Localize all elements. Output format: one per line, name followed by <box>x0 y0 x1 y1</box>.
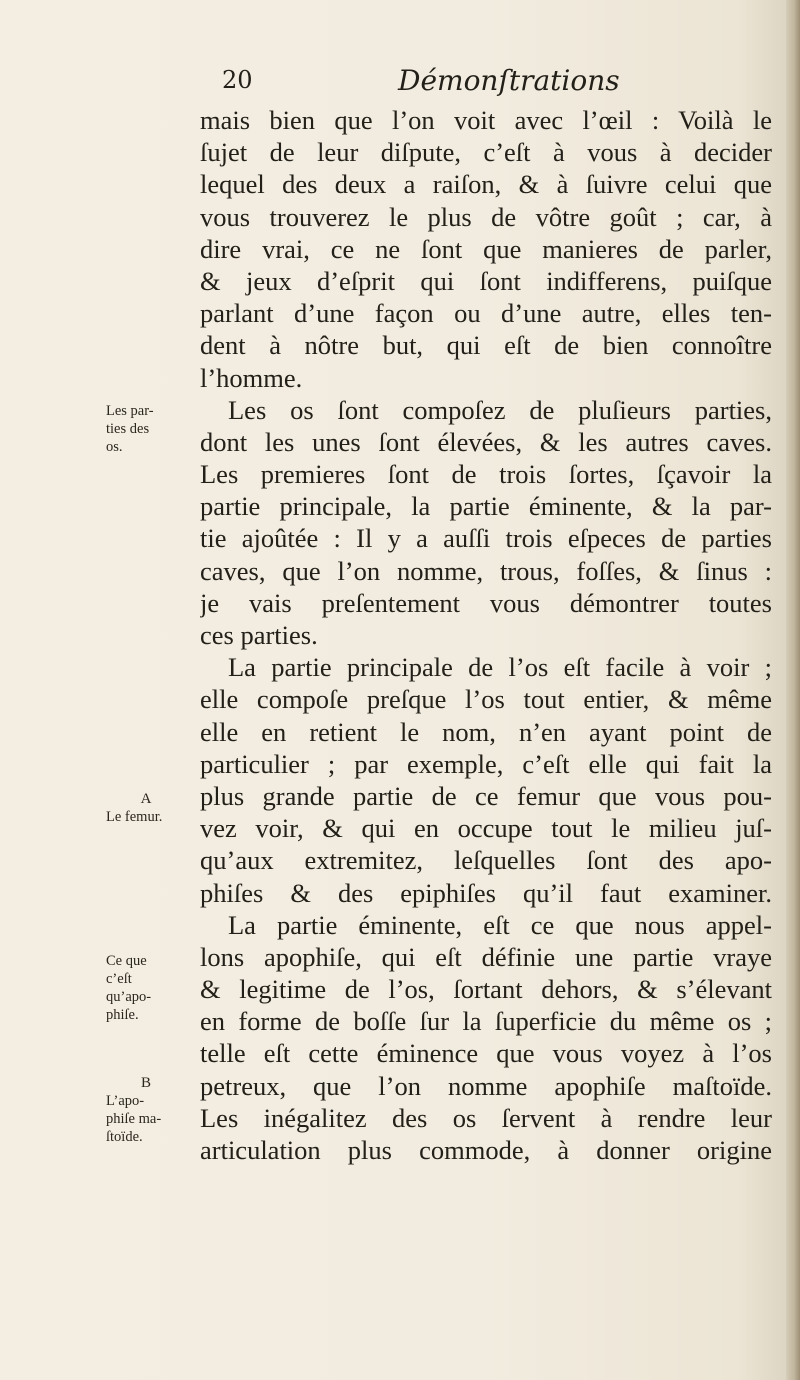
figure-reference-letter: B <box>140 1075 151 1091</box>
text-line: ſujet de leur diſpute, c’eſt à vous à decider <box>200 137 772 168</box>
text-line: phiſes & des epiphiſes qu’il faut examiner. <box>200 877 772 908</box>
margin-note-line: os. <box>106 439 123 455</box>
margin-note-line: ſtoïde. <box>106 1129 143 1145</box>
text-line: plus grande partie de ce femur que vous pou- <box>200 780 772 811</box>
margin-note-line: c’eſt <box>106 971 132 987</box>
text-line: lons apophiſe, qui eſt définie une partie vraye <box>200 941 772 972</box>
margin-note-line: Ce que <box>106 953 147 969</box>
text-line: vez voir, & qui en occupe tout le milieu juſ- <box>200 813 772 844</box>
margin-note-line: Le femur. <box>106 809 163 825</box>
figure-reference-letter: A <box>140 791 152 807</box>
text-line: partie principale, la partie éminente, & la par- <box>200 491 772 522</box>
page-number: 20 <box>222 66 253 94</box>
margin-note-line: qu’apo- <box>106 989 152 1005</box>
text-line: qu’aux extremitez, leſquelles ſont des apo- <box>200 845 772 876</box>
text-line: dire vrai, ce ne ſont que manieres de parler, <box>200 233 772 264</box>
text-line: particulier ; par exemple, c’eſt elle qui fait la <box>200 748 772 779</box>
text-line: La partie éminente, eſt ce que nous appel- <box>228 909 772 940</box>
text-line: Les premieres ſont de trois ſortes, ſçavoir la <box>200 459 772 490</box>
text-line: tie ajoûtée : Il y a auſſi trois eſpeces de parties <box>200 523 772 554</box>
text-line: elle compoſe preſque l’os tout entier, & même <box>200 684 772 715</box>
text-line: caves, que l’on nomme, trous, foſſes, & ſinus : <box>200 555 772 586</box>
margin-note-line: ties des <box>106 421 150 437</box>
running-header <box>222 64 642 104</box>
text-line: parlant d’une façon ou d’une autre, elles ten- <box>200 298 772 329</box>
text-line: ces parties. <box>200 620 318 650</box>
margin-note-line: phiſe ma- <box>106 1111 162 1127</box>
margin-note-femur <box>106 790 186 826</box>
running-title: Démonſtrations <box>398 64 620 97</box>
text-line: je vais preſentement vous démontrer toutes <box>200 587 772 618</box>
margin-note-mastoide <box>106 1074 186 1146</box>
text-line: en forme de boſſe ſur la ſuperficie du même os ; <box>200 1006 772 1037</box>
text-line: lequel des deux a raiſon, & à ſuivre celui que <box>200 169 772 200</box>
text-line: mais bien que l’on voit avec l’œil : Voilà le <box>200 105 772 135</box>
text-line: & jeux d’eſprit qui ſont indifferens, puiſque <box>200 265 772 296</box>
text-line: Les inégalitez des os ſervent à rendre leur <box>200 1102 772 1133</box>
margin-note-parties <box>106 402 154 456</box>
text-line: Les os ſont compoſez de pluſieurs parties, <box>228 394 772 425</box>
text-line: elle en retient le nom, n’en ayant point de <box>200 716 772 747</box>
text-line: petreux, que l’on nomme apophiſe maſtoïde. <box>200 1070 772 1101</box>
text-line: La partie principale de l’os eſt facile à voir ; <box>228 652 772 683</box>
text-line: & legitime de l’os, ſortant dehors, & s’élevant <box>200 974 772 1005</box>
margin-note-line: phiſe. <box>106 1007 139 1023</box>
text-line: l’homme. <box>200 362 303 393</box>
text-line: dont les unes ſont élevées, & les autres caves. <box>200 426 772 457</box>
text-line: articulation plus commode, à donner origine <box>200 1135 772 1165</box>
text-line: dent à nôtre but, qui eſt de bien connoître <box>200 330 772 361</box>
body-text <box>200 104 772 1166</box>
margin-note-line: Les par- <box>106 403 154 419</box>
text-line: vous trouverez le plus de vôtre goût ; car, à <box>200 201 772 232</box>
text-line: telle eſt cette éminence que vous voyez à l’os <box>200 1038 772 1069</box>
margin-note-line: L’apo- <box>106 1093 145 1109</box>
page-edge <box>786 0 800 1380</box>
margin-note-apophise <box>106 952 151 1024</box>
